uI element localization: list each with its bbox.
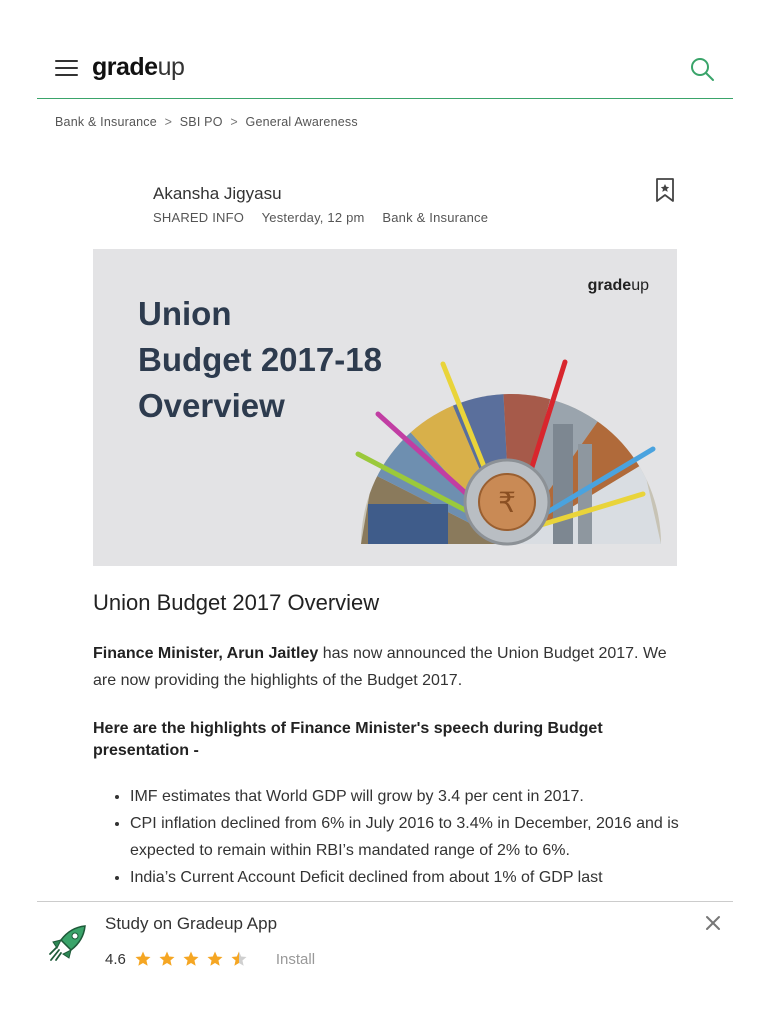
star-icon xyxy=(206,950,224,968)
budget-collage-image xyxy=(353,354,663,554)
banner-title: Study on Gradeup App xyxy=(105,914,278,933)
breadcrumb-separator: > xyxy=(230,115,238,129)
post-category[interactable]: Bank & Insurance xyxy=(382,210,489,225)
breadcrumb-item-sbi-po[interactable]: SBI PO xyxy=(179,115,223,129)
gradeup-logo[interactable] xyxy=(92,53,184,82)
top-header xyxy=(37,40,733,99)
install-button[interactable]: Install xyxy=(275,950,316,968)
breadcrumb-separator: > xyxy=(164,115,173,129)
rating-stars xyxy=(134,950,254,968)
post-type: SHARED INFO xyxy=(153,210,245,225)
post-time: Yesterday, 12 pm xyxy=(261,210,365,225)
breadcrumb-item-bank-insurance[interactable]: Bank & Insurance xyxy=(55,115,157,129)
article-title: Union Budget 2017 Overview xyxy=(93,590,380,615)
article-intro xyxy=(93,640,673,694)
post-meta xyxy=(153,210,502,225)
hero-image xyxy=(93,249,677,566)
hamburger-menu-icon[interactable] xyxy=(55,60,78,78)
close-icon[interactable] xyxy=(705,915,721,931)
highlights-subhead: Here are the highlights of Finance Minister's speech during Budget presentation - xyxy=(93,720,603,759)
breadcrumb-item-general-awareness[interactable]: General Awareness xyxy=(245,115,358,129)
app-rating xyxy=(105,950,315,968)
half-star-icon xyxy=(230,950,248,968)
hero-title-line: Budget 2017-18 xyxy=(138,341,382,378)
rating-value: 4.6 xyxy=(105,950,126,968)
logo-light-part: up xyxy=(157,53,185,81)
intro-bold-text: Finance Minister, Arun Jaitley xyxy=(93,645,319,662)
hero-logo-light: up xyxy=(631,277,649,294)
hero-title-line: Overview xyxy=(138,387,285,424)
list-item: • IMF estimates that World GDP will grow by 3.4 per cent in 2017. xyxy=(130,783,710,810)
logo-bold-part: grade xyxy=(92,53,158,81)
intro-text: has now announced the Union Budget 2017. We are now providing the highlights of the Budget 2017. xyxy=(93,645,667,689)
svg-text:₹: ₹ xyxy=(498,486,516,519)
breadcrumb xyxy=(55,115,358,129)
highlights-list xyxy=(93,783,710,903)
list-item: • CPI inflation declined from 6% in July 2016 to 3.4% in December, 2016 and is expected to remain within RBI’s mandated range of 2% to 6%. xyxy=(130,810,710,864)
star-icon xyxy=(134,950,152,968)
app-install-banner xyxy=(37,901,733,1025)
author-name[interactable]: Akansha Jigyasu xyxy=(153,184,282,203)
rocket-icon xyxy=(47,922,89,964)
bookmark-icon[interactable] xyxy=(655,178,675,202)
hero-title-line: Union xyxy=(138,295,232,332)
hero-logo-bold: grade xyxy=(587,277,632,294)
star-icon xyxy=(182,950,200,968)
search-icon[interactable] xyxy=(689,56,715,82)
hero-title xyxy=(138,291,382,429)
star-icon xyxy=(158,950,176,968)
hero-logo xyxy=(588,277,649,295)
list-item: • India’s Current Account Deficit declined from about 1% of GDP last xyxy=(130,864,710,891)
